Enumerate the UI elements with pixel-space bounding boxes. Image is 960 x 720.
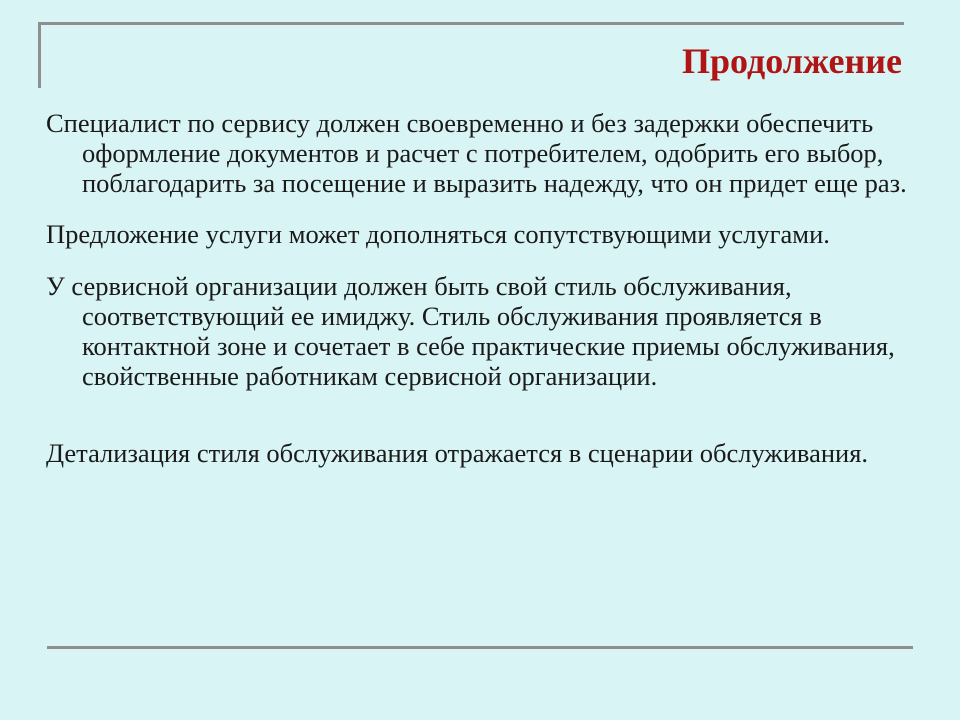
bottom-divider-line — [47, 646, 913, 649]
paragraph-style-detailing: Детализация стиля обслуживания отражается в сценарии обслуживания. — [46, 438, 869, 468]
slide-body — [46, 108, 926, 468]
paragraph-service-style: У сервисной организации должен быть свой стиль обслуживания, соответствующий ее имиджу. Стиль обслуживания проявляется в контактной зоне и сочетает в себе практические приемы обслуживания, свойственные работникам сервисной организации. — [46, 271, 895, 391]
paragraph-additional-services: Предложение услуги может дополняться сопутствующими услугами. — [46, 219, 830, 249]
paragraph-service-completion: Специалист по сервису должен своевременно и без задержки обеспечить оформление документов и расчет с потребителем, одобрить его выбор, поблагодарить за посещение и выразить надежду, что он придет еще раз. — [46, 108, 907, 198]
left-divider-line — [38, 22, 41, 88]
slide-title: Продолжение — [682, 41, 902, 81]
top-divider-line — [38, 22, 904, 25]
